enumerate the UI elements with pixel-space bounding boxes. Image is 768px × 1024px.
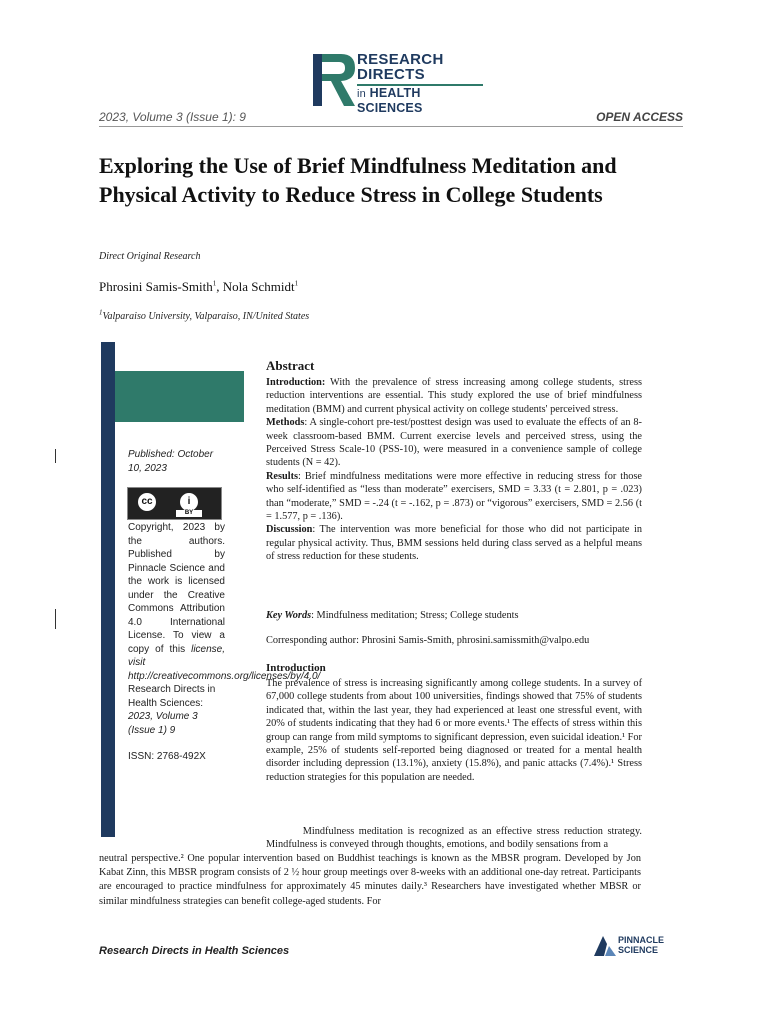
author-separator: ,: [216, 279, 223, 294]
introduction-paragraph-2-start: Mindfulness meditation is recognized as an effective stress reduction strategy. Mindfulness is conveyed through thoughts, emotions, and bodily sensations from a: [266, 826, 642, 851]
sidebar-accent-bar: [101, 342, 115, 837]
abstract-discussion-text: : The intervention was more beneficial for those who did not participate in regular physical activity. Thus, BMM sessions held during class served as a helpful means of stress reduction for these students.: [266, 524, 642, 563]
keywords-text: : Mindfulness meditation; Stress; College students: [311, 610, 519, 621]
logo-line-directs: DIRECTS: [357, 66, 425, 83]
citation-journal: Research Directs in Health Sciences:: [128, 684, 216, 709]
sidebar-teal-block: [115, 371, 244, 422]
corresponding-author: Corresponding author: Phrosini Samis-Smith, phrosini.samissmith@valpo.edu: [266, 635, 590, 646]
introduction-heading: Introduction: [266, 662, 326, 674]
issn: ISSN: 2768-492X: [128, 751, 206, 762]
abstract-results: [266, 470, 642, 524]
margin-mark: [55, 609, 56, 629]
author-2[interactable]: Nola Schmidt: [222, 279, 295, 294]
abstract-results-text: : Brief mindfulness meditations were more effective in reducing stress for those who self-identified as “less than moderate” exercisers, SMD = 3.33 (t = 2.801, p = .023) than “moderate,” SMD = -.24 (t = -.162, p = .873) or “vigorous” exercisers, SMD = 2.56 (t = 1.577, p = .136).: [266, 470, 642, 523]
science-word: SCIENCE: [618, 945, 659, 955]
abstract-methods-label: Methods: [266, 417, 305, 429]
abstract-body: [266, 376, 642, 564]
cc-by-license-badge[interactable]: [127, 487, 222, 520]
journal-logo: [311, 50, 486, 115]
affiliation-text: Valparaiso University, Valparaiso, IN/United States: [102, 311, 310, 322]
abstract-discussion: [266, 523, 642, 563]
pinnacle-science-logo: [592, 932, 672, 958]
article-type: Direct Original Research: [99, 251, 201, 262]
creative-commons-icon: cc: [136, 491, 158, 513]
header-divider: [99, 126, 683, 127]
affiliation: [99, 308, 310, 322]
issue-citation: 2023, Volume 3 (Issue 1): 9: [99, 110, 246, 124]
abstract-intro-label: Introduction:: [266, 377, 326, 388]
pinnacle-peak-icon: [592, 932, 618, 958]
keywords-label: Key Words: [266, 610, 312, 621]
author-2-affil-mark: 1: [294, 279, 299, 288]
open-access-label: OPEN ACCESS: [596, 110, 683, 124]
keywords: [266, 609, 642, 622]
logo-line-research: RESEARCH: [357, 51, 444, 68]
citation-volume: 2023, Volume 3 (Issue 1) 9: [128, 711, 198, 736]
copyright-text: Copyright, 2023 by the authors. Published by Pinnacle Science and the work is licensed under the Creative Commons Attribution 4.0 International License. To view a copy of this: [128, 522, 225, 655]
affiliation-mark: 1: [99, 308, 103, 317]
abstract-results-label: Results: [266, 470, 299, 482]
article-title: Exploring the Use of Brief Mindfulness Meditation and Physical Activity to Reduce Stress in College Students: [99, 153, 617, 207]
logo-in: in: [357, 88, 366, 100]
attribution-person-icon: i: [178, 491, 200, 513]
running-header: [99, 110, 683, 126]
abstract-discussion-label: Discussion: [266, 524, 313, 536]
author-1[interactable]: Phrosini Samis-Smith: [99, 279, 213, 294]
published-date: Published: October 10, 2023: [128, 449, 214, 474]
cc-by-label: BY: [176, 510, 202, 517]
journal-citation: [128, 683, 225, 737]
introduction-paragraph-2-continued: neutral perspective.² One popular intervention based on Buddhist teachings is known as the MBSR program. Developed by Jon Kabat Zinn, this MBSR program consists of 2 ½ hour group meetings over 8-weeks with an additional one-day retreat. Participants are encouraged to practice mindfulness for approximately 45 minutes daily.³ Researchers have investigated whether MBSR or similar mindfulness strategies can benefit college-aged students. For: [99, 853, 641, 907]
pinnacle-wordmark: [618, 935, 664, 955]
logo-health-sciences: HEALTH SCIENCES: [357, 86, 423, 115]
pinnacle-word: PINNACLE: [618, 935, 665, 945]
rd-logo-mark-icon: [311, 50, 359, 108]
abstract-intro-text: With the prevalence of stress increasing among college students, stress reduction interventions are essential. This study explored the use of brief mindfulness meditation (BMM) and current physical activity on college students' perceived stress.: [266, 377, 642, 415]
author-list: [99, 279, 298, 295]
abstract-introduction: [266, 376, 642, 416]
abstract-methods-text: : A single-cohort pre-test/posttest design was used to evaluate the effects of an 8-week classroom-based BMM. Current exercise levels and perceived stress, using the Perceived Stress Scale-10 (PSS-10), were measured in a convenience sample of college students (N = 42).: [266, 417, 642, 469]
abstract-methods: [266, 416, 642, 470]
introduction-paragraph-1: The prevalence of stress is increasing significantly among college students. In a survey of 67,000 college students from about 100 universities, findings showed that 75% of students indicated that, within the last year, they had experienced at least one stressful event, with 20% of students indicating that they had 6 or more events.¹ The effects of stress within this group can range from mild symptoms to significant depression, even suicidal ideation.¹ For example, 25% of students self-reported being diagnosed or treated for a mental health disorder including depression (13.1%), anxiety (15.8%), and panic attacks (7.4%).¹ Stress reduction strategies for this population are needed.: [266, 678, 642, 783]
license-link[interactable]: license, visit http://creativecommons.org/licenses/by/4.0/: [128, 643, 321, 682]
footer-journal-name: Research Directs in Health Sciences: [99, 945, 290, 957]
logo-rule: [357, 84, 483, 86]
abstract-heading: Abstract: [266, 358, 315, 373]
author-1-affil-mark: 1: [212, 279, 217, 288]
margin-mark: [55, 449, 56, 463]
